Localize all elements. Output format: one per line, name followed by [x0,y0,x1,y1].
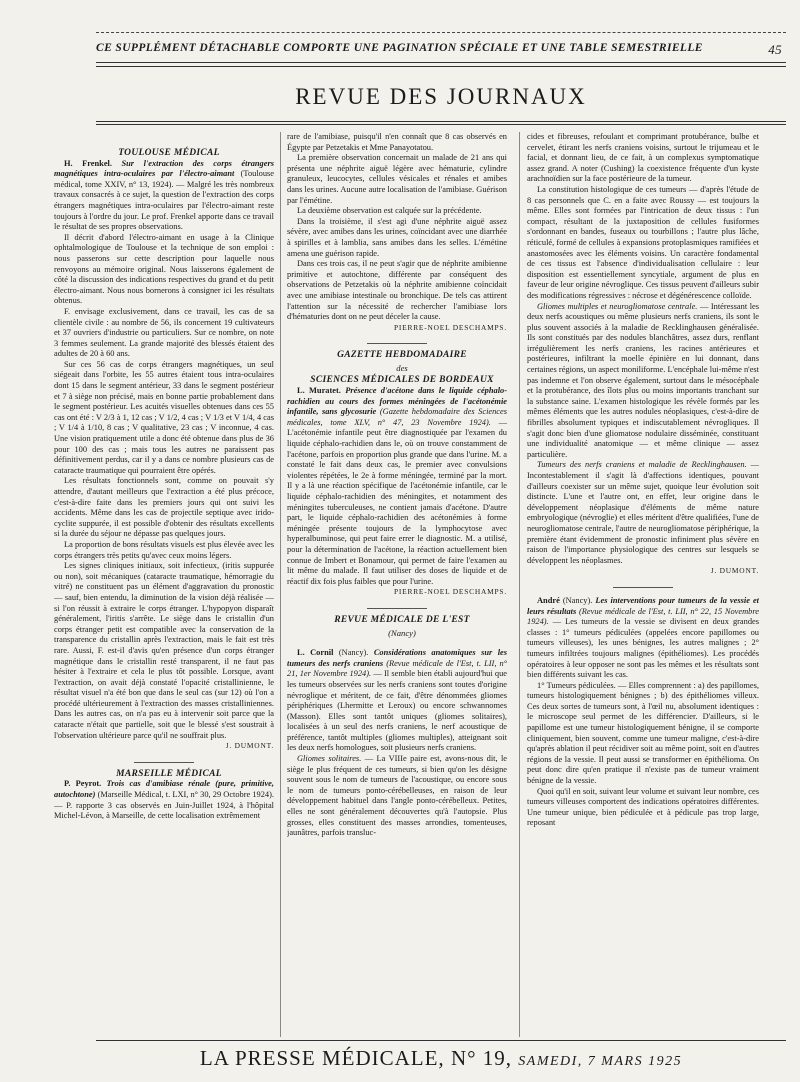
article-paragraph [527,302,759,461]
article-paragraph: F. envisage exclusivement, dans ce travail, les cas de sa clientèle civile : au nombre de 56, ils concernent 19 cultivateurs et 37 ouvriers d'industrie ou particuliers. Sur ce nombre, on note 3 femmes seulement. La grande majorité des blessés étaient des adultes de 20 à 60 ans. [54,306,274,359]
article-text: — Intéressant les deux nerfs acoustiques ou même plusieurs nerfs craniens, ils sont le plus souvent associés à la maladie de Recklinghausen généralisée. Ils sont constitués par des nodules blanchâtres, assez durs, renflant irrégulièrement les nerfs craniens, les racines antérieures et postérieures, infiltrant la moelle épinière en lui donnant, dans certaines régions, un aspect moniliforme. L'encéphale lui-même n'est pas indemne et l'on observe également, surtout dans le mésocéphale et la protubérance, des îlots plus ou moins importants tranchant sur la substance saine. L'examen histologique les révèle formés par les mêmes éléments que les autres nodules néoplasiques, c'est-à-dire de fibrilles absolument typiques et indiscutablement névrogliques. Il s'agit donc bien d'une gliomatose nodulaire disséminée, constituant une individualité anatomique — et même clinique — assez particulière. [527,301,759,459]
article-author-place: (Nancy). [338,648,369,658]
article-paragraph: La proportion de bons résultats visuels est plus élevée avec les corps étrangers très petits qu'avec ceux moins légers. [54,539,274,560]
article-author: P. Peyrot. [64,779,102,789]
article-title: Les interventions pour tumeurs de la vessie et leurs résultats [527,595,759,616]
signature: PIERRE-NOEL DESCHAMPS. [393,322,507,332]
article-title: Considérations anatomiques sur les tumeurs des nerfs craniens [287,648,507,668]
article-paragraph [527,460,759,566]
article-paragraph [287,648,507,754]
article-title: Sur l'extraction des corps étrangers magnétiques intra-oculaires par l'électro-aimant [54,158,274,179]
article-reference: (Toulouse médical, tome XXIV, n° 13, 1924). [54,169,274,189]
title-rule [96,124,786,125]
signature: PIERRE-NOEL DESCHAMPS. [393,587,507,597]
column-separator [280,132,281,1037]
article-reference: (Marseille Médical, t. LXI, n° 30, 29 Octobre 1924). [97,790,274,800]
article-reference: (Revue médicale de l'Est, t. LII, n° 22, 15 Novembre 1924). [527,606,759,627]
article-author: H. Frenkel. [64,158,112,168]
article-text: — La VIIIe paire est, avons-nous dit, le siège le plus fréquent de ces tumeurs, si bien qu'on les désigne souvent sous le nom de tumeurs de l'acoustique, ou encore sous le nom de tumeurs ponto-cérébelleuses, en raison de leur développement habituel dans l'angle ponto-cérébelleux. Petites, elles ne sont généralement découvertes qu'à l'autopsie. Plus grosses, elles constituent des masses arrondies, tomenteuses, jaunâtres, parfois transluc- [287,754,507,838]
article-paragraph [287,386,507,587]
article-author: André [537,595,560,605]
section-title: SCIENCES MÉDICALES DE BORDEAUX [310,375,494,386]
column-2 [287,132,507,1037]
article-paragraph [527,596,759,681]
title-rule [96,121,786,122]
section-divider [613,587,673,588]
top-dashed-rule [96,32,786,33]
footer-journal: LA PRESSE MÉDICALE, [199,1046,445,1070]
column-separator [519,132,520,1037]
article-paragraph: cides et fibreuses, refoulant et comprimant protubérance, bulbe et cervelet, étirant les nerfs craniens voisins, surtout le trijumeau et le facial, et donnant lieu, de ce fait, à un complexus symptomatique assez grand. A noter (Cushing) la coexistence fréquente d'un kyste arachnoïdien sur la face postérieure de la tumeur. [527,132,759,184]
footer-date: SAMEDI, 7 MARS 1925 [518,1054,683,1069]
article-paragraph: La première observation concernait un malade de 21 ans qui présenta une néphrite aiguë légère avec hématurie, cylindre granuleux, leucocytes, cellules vésicales et rénales et amibes dans les urines. Aucune autre localisation de l'amibiase. Guérison par l'émétine. [287,153,507,205]
article-paragraph: 1° Tumeurs pédiculées. — Elles comprennent : a) des papillomes, tumeurs histologiquement bénignes ; b) des épithéliomes villeux. Ces deux sortes de tumeurs sont, à l'œil nu, absolument identiques : le microscope seul permet de les différencier. D'ailleurs, si le papillome est une tumeur histologiquement bénigne, il se comporte cliniquement, bien souvent, comme une tumeur maligne, c'est-à-dire qu'après ablation il peut récidiver soit au même point, soit en d'autres régions de la vessie. Il peut aussi se transformer en épithélioma. On peut donc dire qu'en pratique il n'existe pas de tumeur vraiment bénigne de la vessie. [527,680,759,786]
footer-issue: N° 19, [450,1046,513,1070]
article-text: — Les tumeurs de la vessie se divisent en deux grandes classes : 1° tumeurs pédiculées (appelées encore papillomes ou tumeurs villeuses), les unes bénignes, les autres malignes ; 2° tumeurs infiltrées toujours malignes (épithéliomes). Les procédés opératoires à leur opposer ne sont pas les mêmes et les résultats sont bien différents suivant les cas. [527,617,759,680]
article-title: Trois cas d'amibiase rénale (pure, primitive, autochtone) [54,779,274,800]
section-divider [367,343,427,344]
article-paragraph: Sur ces 56 cas de corps étrangers magnétiques, un seul siégeait dans l'orbite, les 55 autres étaient tous intra-oculaires dont 15 dans le segment antérieur, 33 dans le segment postérieur et 7 à siège non précisé, mais en bonne partie probablement dans le segment postérieur. Les acuités visuelles obtenues dans ces 55 cas ont été : V 2/3 à 1, 12 cas ; V 1/2, 4 cas ; V 1/3 et V 1/4, 4 cas ; V 1/4 à 1/10, 8 cas ; V qualitative, 23 cas ; V inconnue, 4 cas. Une vision pratiquement utile a donc été obtenue dans plus de 36 pour 100 des cas ; mais tous les autres ne paraissent pas définitivement perdus, car il y a dans ce nombre plusieurs cas de cataracte traumatique qui pourraient être opérés. [54,359,274,475]
article-paragraph [54,159,274,233]
section-subtitle: (Nancy) [388,627,416,638]
article-title: Présence d'acétone dans le liquide céphalo-rachidien au cours des formes méningées de l'acétonémie infantile, sans glycosurie [287,386,507,417]
article-paragraph: La constitution histologique de ces tumeurs — d'après l'étude de 8 cas personnels que C. en a faite avec Roussy — est toujours la même. Elles sont formées par l'intrication de deux tissus : l'un compact, résultant de la juxtaposition de cellules fusiformes s'ordonnant en bandes, fuseaux ou tourbillons ; l'autre plus lâche, réticulé, formé de cellules à expansions protoplasmiques ramifiées et anastomosées avec les éléments voisins. Un caractère fondamental de ces tissus est l'absence d'individualisation cellulaire : leur disposition est essentiellement syncytiale, argument de plus en faveur de leur origine névroglique. Ces tissus peuvent d'ailleurs subir des modifications régressives : nécrose et dégénérescence colloïde. [527,184,759,300]
article-text: — P. rapporte 3 cas observés en Juin-Juillet 1924, à l'hôpital Michel-Lévon, à Marseille, de cette localisation extrêmement [54,800,274,821]
article-author: L. Muratet. [297,386,341,396]
article-paragraph: Quoi qu'il en soit, suivant leur volume et suivant leur nombre, ces tumeurs villeuses comportent des indications opératoires différentes. Une tumeur unique, bien pédiculée et à pédicule pas trop large, reposant [527,786,759,828]
article-text: — Malgré les très nombreux travaux consacrés à ce sujet, la question de l'extraction des corps étrangers magnétiques intra-oculaires par l'électro-aimant reste toujours à l'ordre du jour. Le prof. Frenkel apporte dans ce travail le résultat de ses propres observations. [54,179,274,232]
article-text: — L'acétonémie infantile peut être diagnostiquée par l'examen du liquide céphalo-rachidien dans le, où on trouve constamment de l'acétone, parfois en proportion plus grande que dans l'urine. M. a constaté le fait dans deux cas, le premier avec convulsions violentes répétées, le 2e à forme méningée, terminé par la mort. Il y a là une réaction spécifique de l'acétonémie infantile, car le liquide céphalo-rachidien des méningites, et notamment des méningites tuberculeuses, ne contient jamais d'acétone. D'autre part, le liquide céphalo-rachidien des acétonémies à forme méningée présente toujours de la lymphocytose avec hyperalbuminose, qui peut faire errer le diagnostic. M. a utilisé, pour la détermination de l'acétone, la réaction actuellement bien connue de Imbert et Bonamour, qui permet de faire l'examen au lit même du malade. Il faut utiliser des doses de liquide et de réactif dix fois plus faibles que pour l'urine. [287,417,507,586]
article-author-place: (Nancy). [562,595,593,605]
header-rule [96,62,786,63]
section-divider [134,762,194,763]
supplement-notice: CE SUPPLÉMENT DÉTACHABLE COMPORTE UNE PAGINATION SPÉCIALE ET UNE TABLE SEMESTRIELLE [96,42,703,54]
column-3 [527,132,759,1037]
article-text: — Incontestablement il s'agit là d'affections identiques, pouvant d'ailleurs coexister sur un même sujet, quoique leur évolution soit distincte. L'une et l'autre ont, en effet, leur origine dans le développement néoplasique d'éléments de même nature embryologique (névroglie) et elles méritent d'être qualifiées, l'une de neurogliomatose centrale, l'autre de neurogliomatose périphérique, la première étant évidemment de pronostic infiniment plus sévère en raison de l'importance physiologique des centres sur lesquels se développent les néoplasmes. [527,460,759,565]
article-paragraph: Il décrit d'abord l'électro-aimant en usage à la Clinique ophtalmologique de Toulouse et la technique de son emploi : nous passerons sur cette description pour laquelle nous renvoyons au mémoire original. Nous laisserons également de côté la discussion des indications respectives du grand et du petit électro-aimant. Nous nous bornerons à consigner ici les résultats obtenus. [54,232,274,306]
section-title: MARSEILLE MÉDICAL [116,768,222,779]
page-footer [96,1046,786,1071]
article-paragraph: Les signes cliniques initiaux, soit infectieux, (iritis suppurée ou non), soit mécaniques (cataracte traumatique, hémorragie du vitré) ne constituent pas un élément d'aggravation du pronostic — sauf, bien entendu, la diminution de la vision déjà réalisée — si l'on réussit à extraire le corps étranger. L'hypopyon disparaît généralement, l'iritis s'arrête. Le siège dans le cristallin d'un corps étranger petit est compatible avec la conservation de la transparence du cristallin après l'extraction, mais le fait est très rare. Aussi, F. est-il d'avis qu'en présence d'un corps étranger magnétique dans le cristallin resté transparent, il ne faut pas hésiter à l'extraire et cela le plus tôt possible. Lorsque, avant l'extraction, on avait déjà constaté l'opacité cristallinienne, le résultat visuel n'a été bon que dans le seul cas (sur 12) où l'on a procédé ultérieurement à l'extraction des masses cristalliniennes. Dans les autres cas, on n'a pas eu à intervenir soit parce que la cataracte n'était que partielle, soit que le blessé s'est soustrait à l'observation ultérieure parce qu'il ne souffrait plus. [54,561,274,740]
article-paragraph: Dans la troisième, il s'est agi d'une néphrite aiguë assez sévère, avec amibes dans les urines, coïncidant avec une diarrhée à spirilles et à lamblia, sans amibes dans les selles. L'émétine amena une guérison rapide. [287,216,507,258]
article-paragraph [54,779,274,821]
supplement-notice-bar [96,42,782,58]
article-reference: (Revue médicale de l'Est, t. LII, n° 21, 1er Novembre 1924). [287,658,507,679]
article-paragraph: Les résultats fonctionnels sont, comme on pouvait s'y attendre, d'autant meilleurs que l'extraction a été plus précoce, c'est-à-dire faite dans les premiers jours qui ont suivi les accidents. Même dans les cas de projectile septique avec irido-cyclite suppurée, il est possible d'obtenir des résultats excellents si la durée du séjour ne dépasse pas quelques jours. [54,476,274,539]
article-text: — Il semble bien établi aujourd'hui que les tumeurs observées sur les nerfs craniens sont toutes d'origine névroglique et méritent, de ce fait, d'être dénommées gliomes périphériques (Lhermitte et Leroux) ou encore schwannomes (Masson). Elles sont tantôt uniques (gliomes solitaires), localisées à un seul des nerfs craniens, le nerf acoustique de préférence, tantôt multiples (gliomes multiples), atteignant soit les deux nerfs homologues, soit plusieurs nerfs craniens. [287,669,507,753]
article-paragraph: Dans ces trois cas, il ne peut s'agir que de néphrite amibienne primitive et autochtone, différente par conséquent des observations de Petzetakis où la néphrite amibienne coïncidait avec une amibiase intestinale ou bronchique. De tels cas attirent l'attention sur la nécessité de rechercher l'amibiase lors d'hématuries dont on ne peut déceler la cause. [287,259,507,322]
page-title: REVUE DES JOURNAUX [295,84,587,109]
signature: J. DUMONT. [710,566,759,576]
article-paragraph [287,754,507,839]
section-title: GAZETTE HEBDOMADAIRE [337,350,467,361]
article-author: L. Cornil [297,648,334,658]
signature: J. DUMONT. [225,741,274,751]
section-title: REVUE MÉDICALE DE L'EST [334,614,470,625]
paragraph-lead: Tumeurs des nerfs craniens et maladie de Recklinghausen. [537,460,747,470]
footer-rule [96,1040,786,1041]
article-reference: (Gazette hebdomadaire des Sciences médicales, tome XLV, n° 47, 23 Novembre 1924). [287,407,507,427]
paragraph-lead: Gliomes solitaires. [297,754,362,764]
paragraph-lead: Gliomes multiples et neurogliomatose centrale. [537,301,698,311]
section-divider [367,608,427,609]
section-title: TOULOUSE MÉDICAL [118,148,220,158]
column-1 [54,132,274,1037]
article-paragraph: La deuxième observation est calquée sur la précédente. [297,206,482,216]
article-paragraph: rare de l'amibiase, puisqu'il n'en connaît que 8 cas observés en Égypte par Petzetakis et Mme Panayotatou. [287,132,507,152]
header-rule [96,66,786,67]
page-number: 45 [768,42,782,57]
section-title-connector: des [396,362,408,373]
